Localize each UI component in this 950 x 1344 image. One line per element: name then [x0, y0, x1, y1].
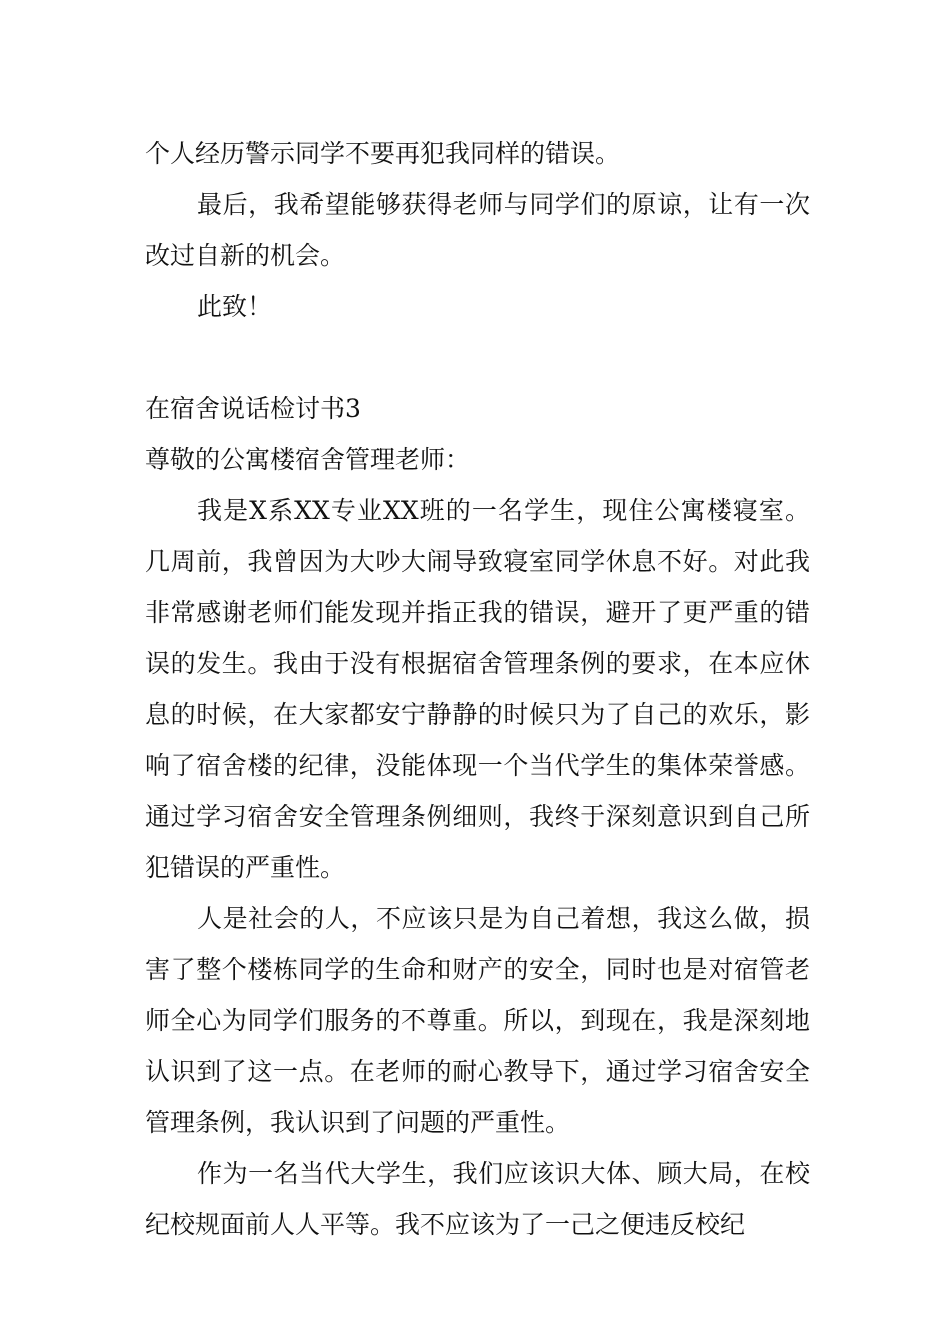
paragraph-responsibility: 作为一名当代大学生，我们应该识大体、顾大局，在校纪校规面前人人平等。我不应该为了一己之便违反校纪 — [145, 1159, 810, 1239]
document-body — [145, 128, 810, 1250]
section-title: 在宿舍说话检讨书3 — [145, 394, 361, 423]
blank-line — [145, 332, 810, 383]
paragraph-continuation: 个人经历警示同学不要再犯我同样的错误。 — [145, 139, 621, 168]
paragraph-reflection: 人是社会的人，不应该只是为自己着想，我这么做，损害了整个楼栋同学的生命和财产的安全，同时也是对宿管老师全心为同学们服务的不尊重。所以，到现在，我是深刻地认识到了这一点。在老师的耐心教导下，通过学习宿舍安全管理条例，我认识到了问题的严重性。 — [145, 904, 810, 1137]
salutation-closing: 此致！ — [197, 292, 273, 321]
paragraph-closing-hope: 最后，我希望能够获得老师与同学们的原谅，让有一次改过自新的机会。 — [145, 190, 810, 270]
paragraph-introduction: 我是X系XX专业XX班的一名学生，现住公寓楼寝室。几周前，我曾因为大吵大闹导致寝室同学休息不好。对此我非常感谢老师们能发现并指正我的错误，避开了更严重的错误的发生。我由于没有根据宿舍管理条例的要求，在本应休息的时候，在大家都安宁静静的时候只为了自己的欢乐，影响了宿舍楼的纪律，没能体现一个当代学生的集体荣誉感。通过学习宿舍安全管理条例细则，我终于深刻意识到自己所犯错误的严重性。 — [145, 496, 810, 882]
salutation: 尊敬的公寓楼宿舍管理老师： — [145, 445, 471, 474]
